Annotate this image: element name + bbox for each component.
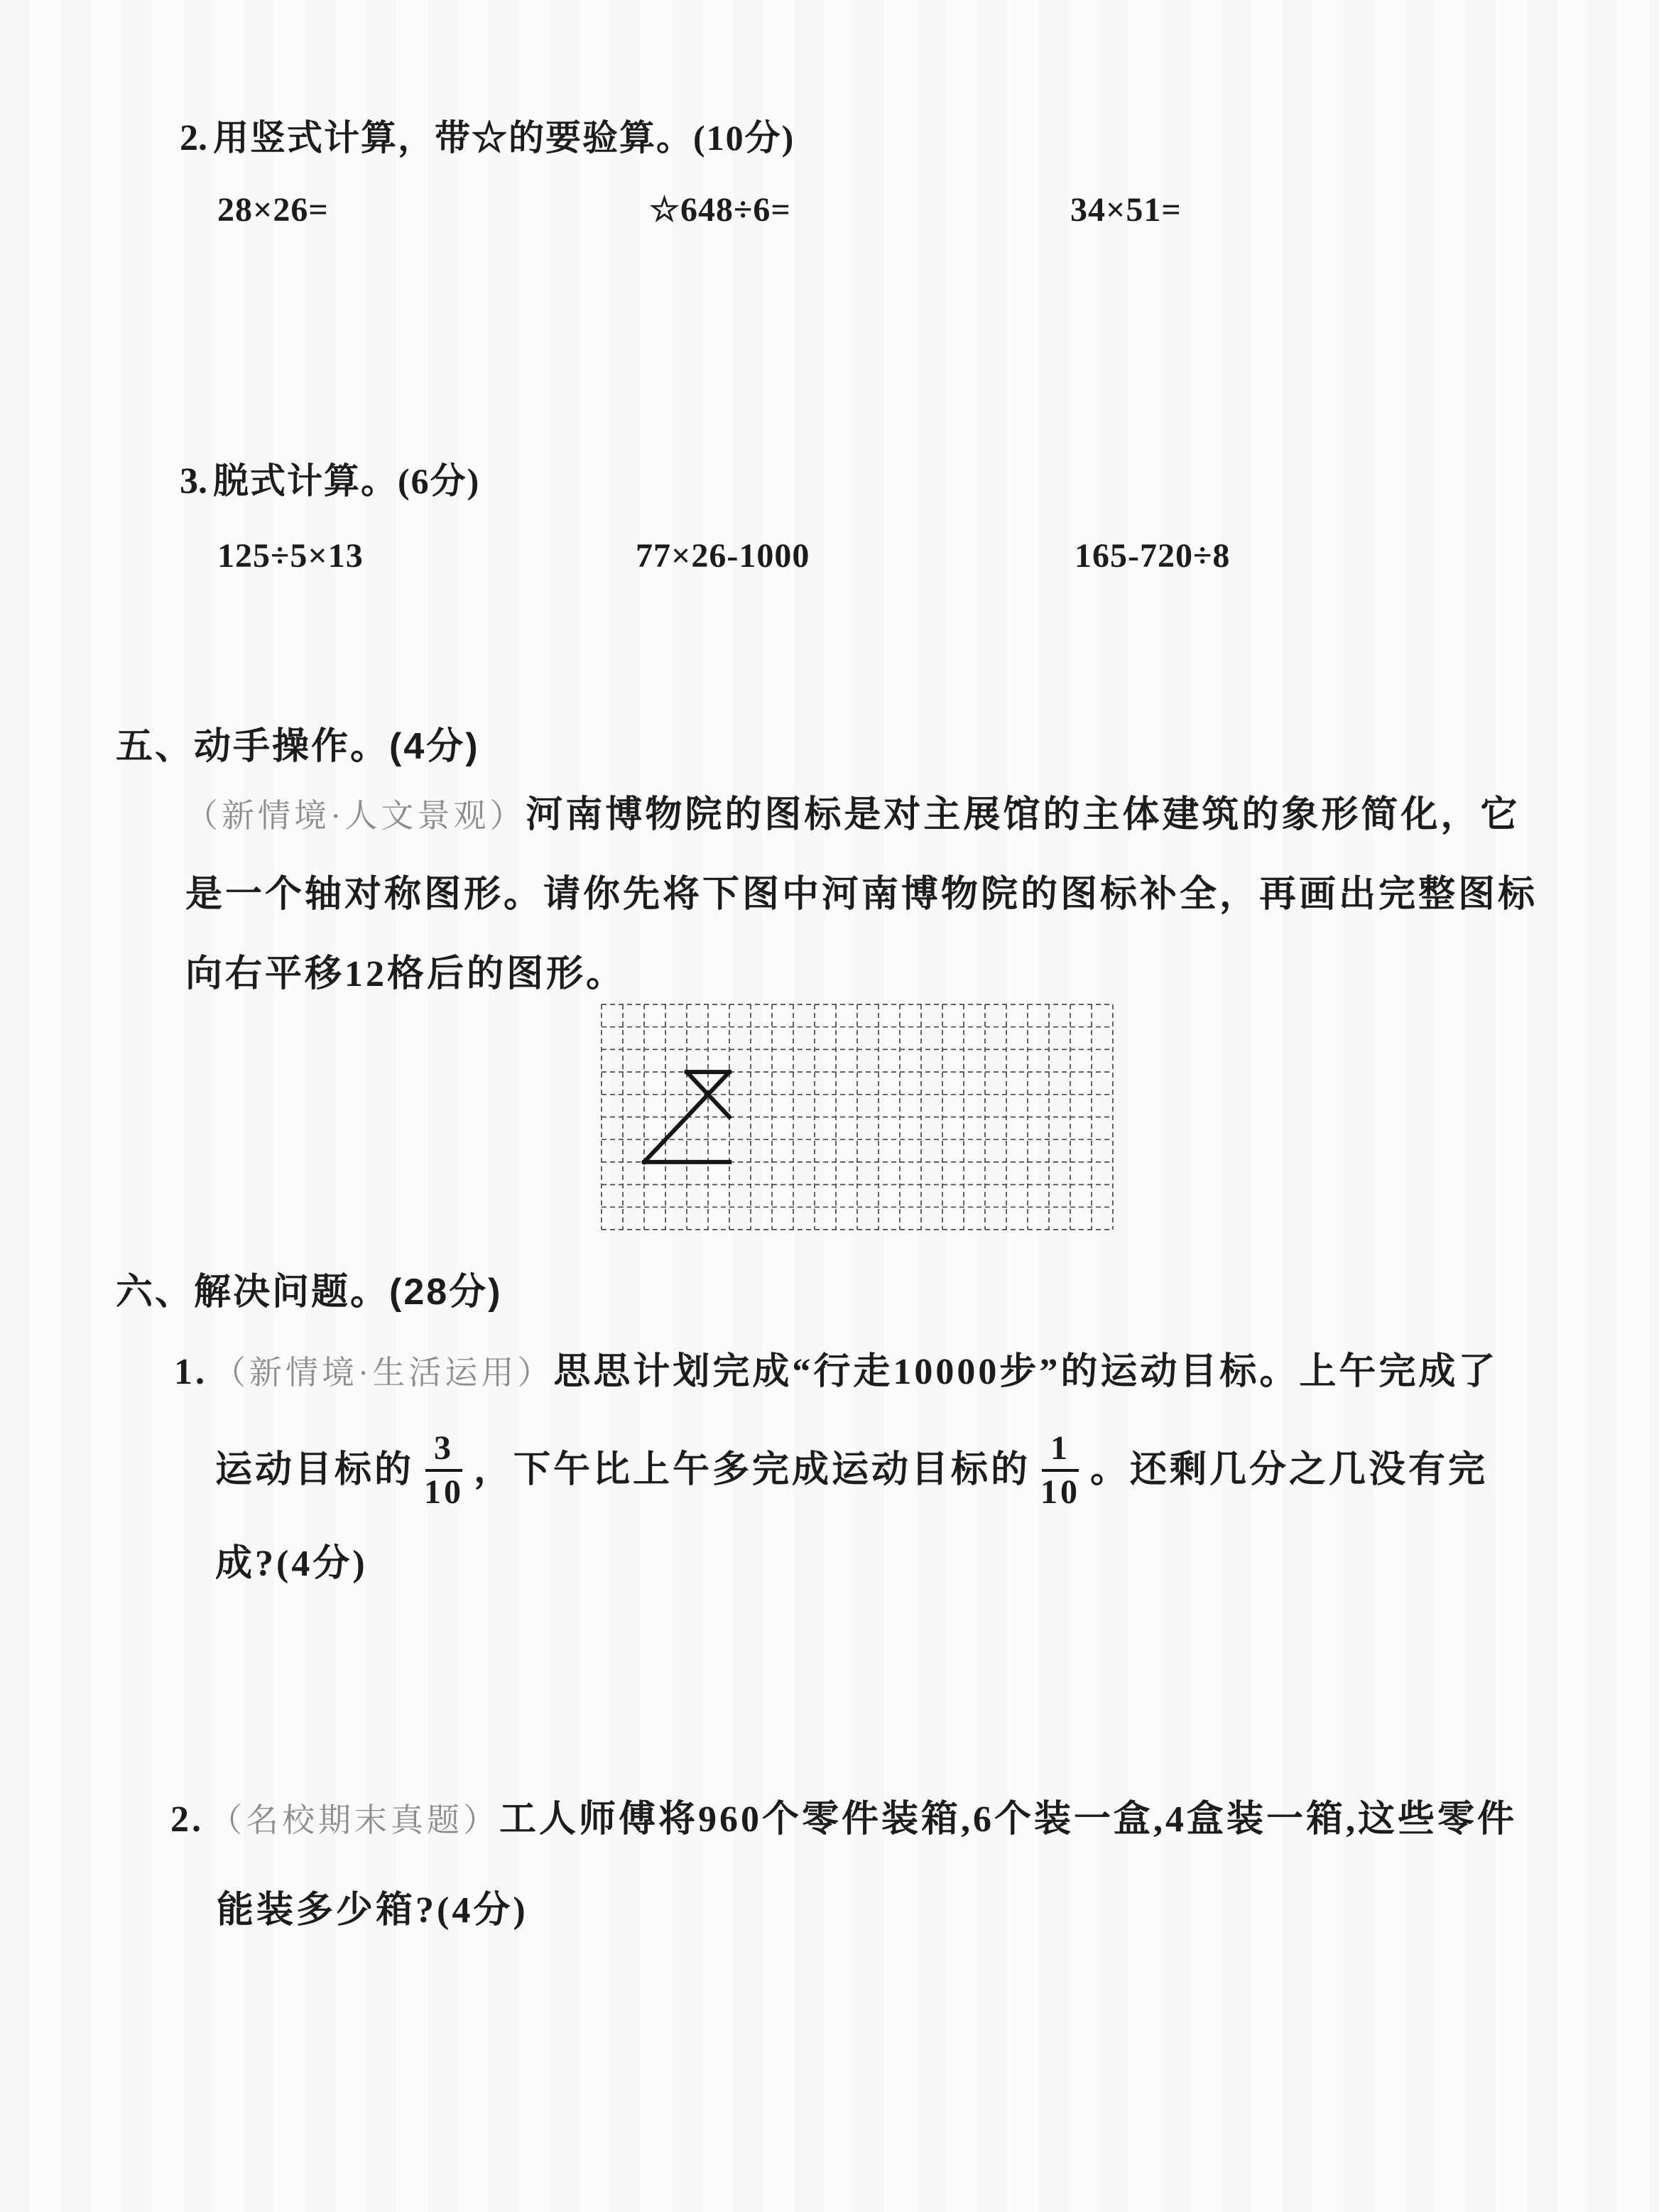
section-5-paragraph-line2: 是一个轴对称图形。请你先将下图中河南博物院的图标补全，再画出完整图标 [185,874,1538,915]
problem-1-context-tag: （新情境·生活运用） [213,1355,554,1391]
question-3-number: 3. [180,461,207,502]
fraction-one-tenth [1040,1428,1081,1511]
problem-1-line2 [215,1406,1488,1534]
fraction-denominator: 10 [1040,1473,1081,1511]
fraction-numerator: 3 [425,1431,462,1472]
section-5-paragraph-line1 [185,794,1520,837]
fraction-three-tenths [424,1428,464,1511]
problem-2-context-tag: （名校期末真题） [210,1802,499,1838]
problem-1-line3: 成?(4分) [215,1544,368,1584]
operation-grid-svg [600,1003,1114,1231]
problem-2-line2: 能装多少箱?(4分) [217,1890,528,1931]
section-5-paragraph-line3: 向右平移12格后的图形。 [185,954,626,994]
problem-1-line2-pre: 运动目标的 [215,1450,415,1491]
problem-1-line2-mid: ，下午比上午多完成运动目标的 [474,1450,1031,1491]
problem-1-line1-text: 思思计划完成“行走10000步”的运动目标。上午完成了 [553,1352,1498,1392]
question-2-heading [180,117,795,160]
question-2-title: 用竖式计算，带☆的要验算。(10分) [213,118,795,158]
problem-1-line2-post: 。还剩几分之几没有完 [1090,1450,1489,1491]
section-5-heading: 五、动手操作。(4分) [116,726,480,767]
q2-expression-2: ☆648÷6= [649,191,791,229]
fraction-denominator: 10 [424,1473,464,1511]
problem-1-number: 1. [174,1352,207,1392]
q2-expression-1: 28×26= [217,191,329,229]
operation-grid [600,1003,1114,1231]
problem-2-line1 [170,1799,1517,1841]
question-3-heading [180,460,480,503]
fraction-numerator: 1 [1042,1431,1079,1472]
q3-expression-3: 165-720÷8 [1075,537,1231,575]
problem-2-line1-text: 工人师傅将960个零件装箱,6个装一盒,4盒装一箱,这些零件 [499,1799,1518,1840]
section-5-line1-text: 河南博物院的图标是对主展馆的主体建筑的象形简化，它 [526,795,1521,835]
problem-1-line1 [174,1351,1498,1394]
section-6-heading: 六、解决问题。(28分) [116,1272,503,1313]
q3-expression-2: 77×26-1000 [636,537,810,575]
question-3-title: 脱式计算。(6分) [213,461,481,501]
question-2-number: 2. [180,118,207,158]
q2-expression-3: 34×51= [1070,191,1182,229]
problem-2-number: 2. [170,1799,204,1840]
section-5-context-tag: （新情境·人文景观） [185,798,526,834]
q3-expression-1: 125÷5×13 [217,537,364,575]
